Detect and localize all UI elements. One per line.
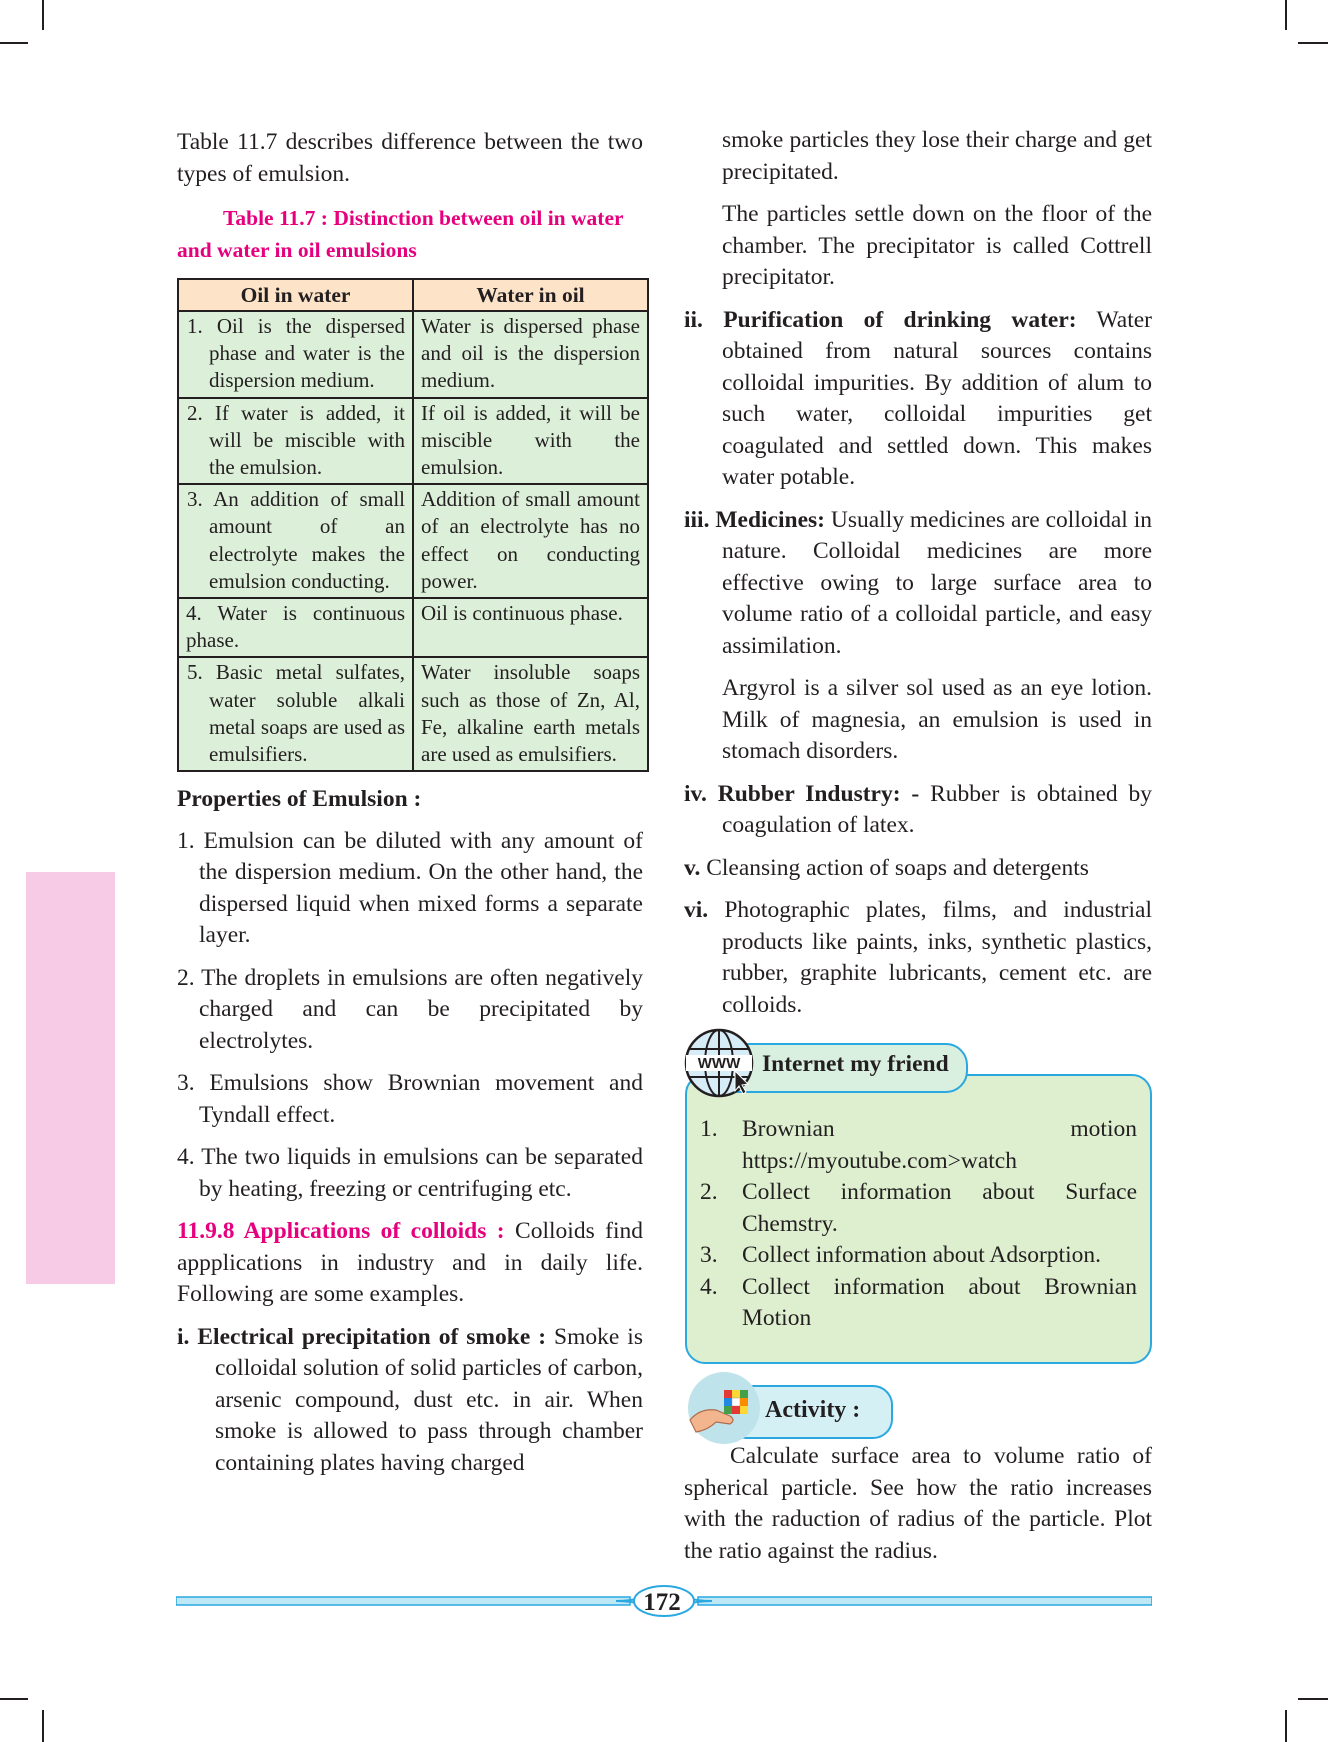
activity-text: [684, 1441, 1152, 1567]
applications-text: Colloids find appplications in industry and in daily life. Following are some examples.: [177, 1218, 643, 1308]
crop-mark: [42, 0, 44, 30]
crop-mark: [0, 1698, 28, 1700]
application-item-iv-text: Rubber is obtained by coagulation of latex.: [722, 780, 1152, 838]
table-cell: If oil is added, it will be miscible with the emulsion.: [413, 398, 648, 485]
list-item: [700, 1272, 1137, 1335]
application-item-iv: [684, 779, 1152, 842]
table-caption-line-2: and water in oil emulsions: [177, 238, 417, 262]
list-item-text: Collect information about Adsorption.: [742, 1242, 1101, 1268]
crop-mark: [1285, 0, 1287, 30]
crop-mark: [1298, 42, 1328, 44]
globe-www-icon: [683, 1027, 755, 1099]
list-item-number: 1.: [700, 1116, 718, 1142]
application-item-i-label: i. Electrical precipitation of smoke :: [177, 1323, 547, 1350]
right-column: [684, 125, 1152, 1032]
internet-list: [700, 1114, 1137, 1335]
argyrol-paragraph: Argyrol is a silver sol used as an eye lotion. Milk of magnesia, an emulsion is used in stomach disorders.: [722, 675, 1152, 764]
rubiks-cube-hand-icon: [686, 1370, 762, 1446]
list-item: [700, 1114, 1137, 1177]
continuation-paragraph: smoke particles they lose their charge and get precipitated.: [722, 127, 1152, 185]
table-row: [178, 484, 648, 598]
table-caption: [177, 202, 643, 266]
left-column: [177, 127, 643, 1479]
activity-text-body: Calculate surface area to volume ratio of spherical particle. See how the ratio increases with the raduction of radius of the particle. Plot the ratio against the radius.: [684, 1443, 1152, 1564]
property-item: 2. The droplets in emulsions are often negatively charged and can be precipitated by electrolytes.: [177, 964, 643, 1054]
table-row: [178, 598, 648, 657]
application-item-ii-text: Water obtained from natural sources contains colloidal impurities. By addition of alum to such water, colloidal impurities get coagulated and settled down. This makes water potable.: [722, 306, 1152, 490]
table-cell: 5. Basic metal sulfates, water soluble alkali metal soaps are used as emulsifiers.: [178, 657, 413, 771]
application-item-vi: [684, 895, 1152, 1021]
table-cell: 1. Oil is the dispersed phase and water is the dispersion medium.: [178, 311, 413, 398]
internet-title: Internet my friend: [762, 1051, 949, 1077]
table-row: [178, 398, 648, 485]
property-item: 3. Emulsions show Brownian movement and Tyndall effect.: [177, 1070, 643, 1128]
application-item-iii: [684, 505, 1152, 663]
list-item-text: Collect information about Brownian Motion: [742, 1273, 1137, 1331]
table-cell: 2. If water is added, it will be miscible with the emulsion.: [178, 398, 413, 485]
application-item-iii-label: iii. Medicines:: [684, 506, 825, 533]
application-item-v-text: Cleansing action of soaps and detergents: [700, 854, 1089, 881]
list-item-text: Brownian motion https://myoutube.com>watch: [742, 1116, 1137, 1174]
emulsion-table: [177, 278, 649, 772]
crop-mark: [1285, 1710, 1287, 1742]
list-item: [700, 1177, 1137, 1240]
table-cell: Oil is continuous phase.: [413, 598, 648, 657]
table-row: [178, 657, 648, 771]
list-item-number: 3.: [700, 1242, 718, 1268]
property-item: 1. Emulsion can be diluted with any amount of the dispersion medium. On the other hand, the dispersed liquid when mixed forms a separate layer.: [177, 827, 643, 949]
application-item-iii-text: Usually medicines are colloidal in nature. Colloidal medicines are more effective owing to large surface area to volume ratio of a colloidal particle, and easy assimilation.: [722, 506, 1152, 659]
list-item-text: Collect information about Surface Chemstry.: [742, 1179, 1137, 1237]
table-cell: Addition of small amount of an electrolyte has no effect on conducting power.: [413, 484, 648, 598]
table-cell: Water insoluble soaps such as those of Zn, Al, Fe, alkaline earth metals are used as emulsifiers.: [413, 657, 648, 771]
table-row: [178, 311, 648, 398]
application-item-ii: [684, 305, 1152, 494]
application-item-v: [684, 853, 1152, 885]
table-header-oil-in-water: Oil in water: [178, 279, 413, 311]
application-item-vi-text: Photographic plates, films, and industrial products like paints, inks, synthetic plastics, rubber, graphite lubricants, cement etc. are colloids.: [708, 897, 1152, 1018]
table-cell: Water is dispersed phase and oil is the dispersion medium.: [413, 311, 648, 398]
table-cell: 4. Water is continuous phase.: [178, 598, 413, 657]
table-header-row: [178, 279, 648, 311]
application-item-i: [177, 1322, 643, 1480]
intro-paragraph: Table 11.7 describes difference between the two types of emulsion.: [177, 129, 643, 187]
page-number: 172: [643, 1589, 681, 1616]
list-item-number: 2.: [700, 1179, 718, 1205]
table-cell: 3. An addition of small amount of an electrolyte makes the emulsion conducting.: [178, 484, 413, 598]
crop-mark: [0, 42, 28, 44]
cottrell-paragraph: The particles settle down on the floor of the chamber. The precipitator is called Cottrell precipitator.: [722, 201, 1152, 290]
activity-title: Activity :: [765, 1397, 861, 1423]
application-item-vi-label: vi.: [684, 897, 709, 923]
applications-paragraph: [177, 1216, 643, 1311]
applications-heading: 11.9.8 Applications of colloids :: [177, 1218, 505, 1245]
table-header-water-in-oil: Water in oil: [413, 279, 648, 311]
side-color-tab: [26, 872, 115, 1284]
crop-mark: [42, 1710, 44, 1742]
application-item-ii-label: ii. Purification of drinking water:: [684, 306, 1077, 333]
application-item-iv-label: iv. Rubber Industry: -: [684, 780, 920, 807]
properties-heading: Properties of Emulsion :: [177, 786, 422, 813]
crop-mark: [1298, 1698, 1328, 1700]
application-item-i-text: Smoke is colloidal solution of solid particles of carbon, arsenic compound, dust etc. in air. When smoke is allowed to pass through chamber containing plates having charged: [215, 1323, 643, 1476]
list-item: [700, 1240, 1137, 1272]
table-caption-line-1: Table 11.7 : Distinction between oil in water: [223, 206, 624, 230]
globe-www-label: WWW: [697, 1055, 741, 1072]
application-item-v-label: v.: [684, 854, 701, 881]
property-item: 4. The two liquids in emulsions can be separated by heating, freezing or centrifuging etc.: [177, 1144, 643, 1202]
list-item-number: 4.: [700, 1273, 718, 1300]
